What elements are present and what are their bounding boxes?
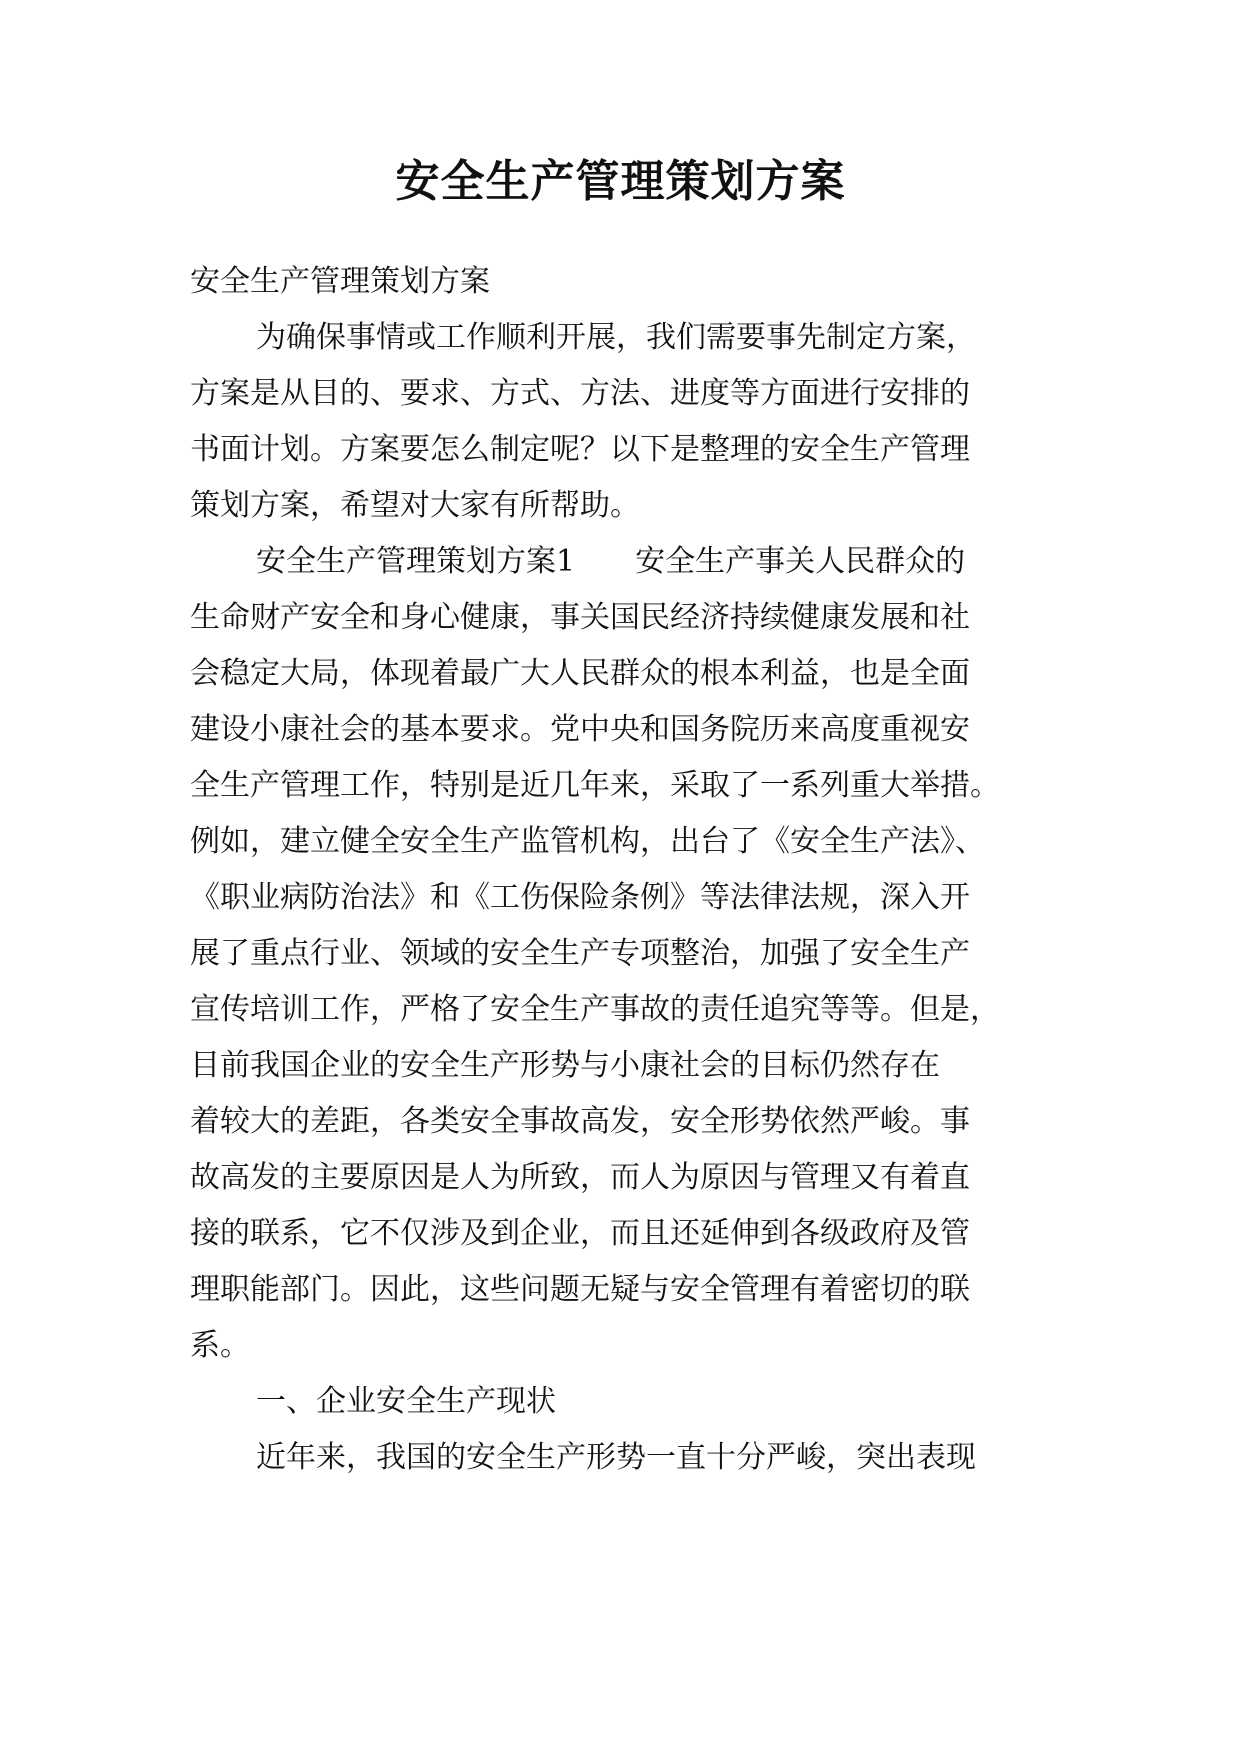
text-line: 宣传培训工作，严格了安全生产事故的责任追究等等。但是，: [190, 992, 1000, 1027]
text-line: 例如，建立健全安全生产监管机构，出台了《安全生产法》、: [190, 824, 985, 859]
text-line: 全生产管理工作，特别是近几年来，采取了一系列重大举措。: [190, 768, 1000, 803]
text-line: 安全生产管理策划方案1 安全生产事关人民群众的: [256, 544, 966, 579]
text-line: 系。: [190, 1328, 250, 1363]
text-line: 生命财产安全和身心健康，事关国民经济持续健康发展和社: [190, 600, 970, 635]
text-line: 方案是从目的、要求、方式、方法、进度等方面进行安排的: [190, 376, 970, 411]
text-line: 着较大的差距，各类安全事故高发，安全形势依然严峻。事: [190, 1104, 970, 1139]
text-line: 理职能部门。因此，这些问题无疑与安全管理有着密切的联: [190, 1272, 970, 1307]
text-line: 会稳定大局，体现着最广大人民群众的根本利益，也是全面: [190, 656, 970, 691]
text-line: 为确保事情或工作顺利开展，我们需要事先制定方案，: [256, 320, 976, 355]
text-line: 故高发的主要原因是人为所致，而人为原因与管理又有着直: [190, 1160, 970, 1195]
text-line: 目前我国企业的安全生产形势与小康社会的目标仍然存在: [190, 1048, 940, 1083]
document-title: 安全生产管理策划方案: [395, 156, 846, 207]
text-line: 展了重点行业、领域的安全生产专项整治，加强了安全生产: [190, 936, 970, 971]
text-line: 《职业病防治法》和《工伤保险条例》等法律法规，深入开: [190, 880, 970, 915]
section-heading: 一、企业安全生产现状: [256, 1384, 556, 1419]
text-line: 建设小康社会的基本要求。党中央和国务院历来高度重视安: [190, 712, 970, 747]
text-line: 策划方案，希望对大家有所帮助。: [190, 488, 640, 523]
text-line: 近年来，我国的安全生产形势一直十分严峻，突出表现: [256, 1440, 976, 1475]
text-line: 接的联系，它不仅涉及到企业，而且还延伸到各级政府及管: [190, 1216, 970, 1251]
text-line: 书面计划。方案要怎么制定呢？以下是整理的安全生产管理: [190, 432, 970, 467]
document-subtitle: 安全生产管理策划方案: [190, 264, 490, 299]
